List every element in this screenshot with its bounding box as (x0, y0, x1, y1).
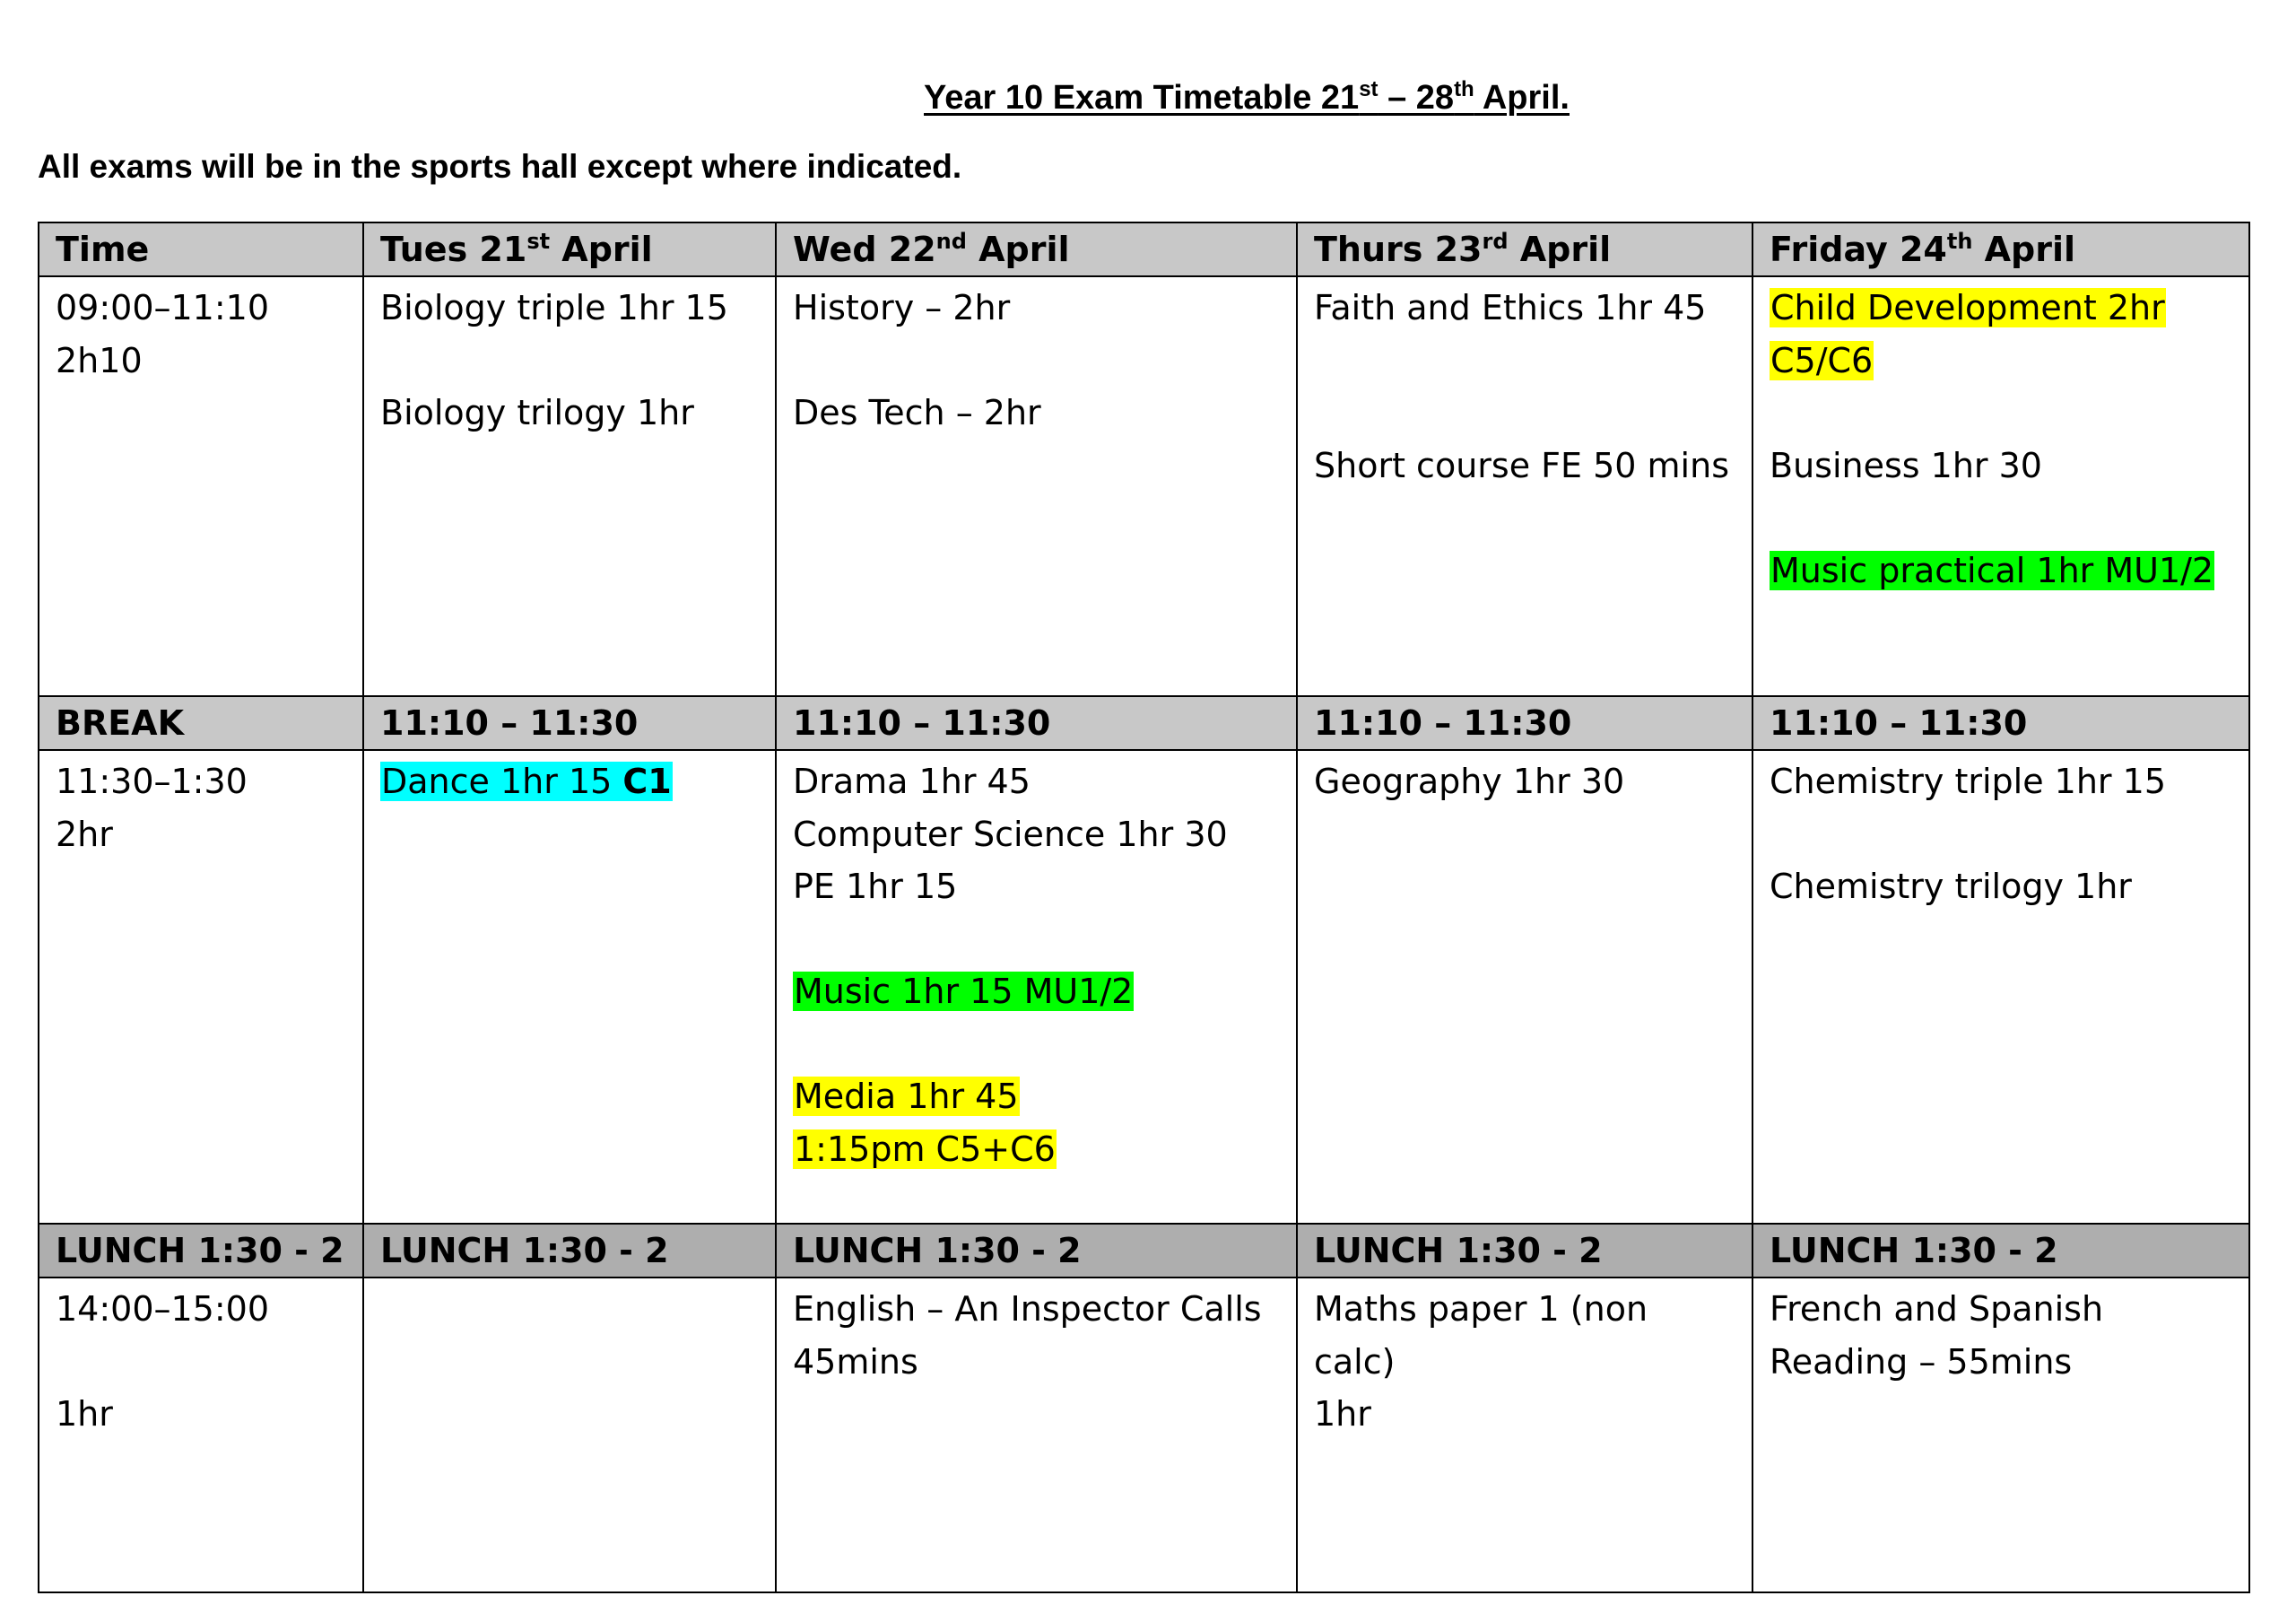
exam-entry: Faith and Ethics 1hr 45 (1314, 288, 1707, 327)
morning-session-row (39, 276, 2249, 696)
header-tuesday: Tues 21st April (363, 222, 776, 276)
midday-session-row (39, 750, 2249, 1224)
duration: 1hr (56, 1394, 113, 1434)
morning-time-cell (39, 276, 363, 696)
morning-tuesday-cell (363, 276, 776, 696)
exam-entry: Reading – 55mins (1770, 1341, 2073, 1382)
exam-entry: Business 1hr 30 (1770, 445, 2042, 485)
morning-friday-cell (1752, 276, 2249, 696)
room-label-highlighted: 1:15pm C5+C6 (794, 1129, 1056, 1169)
afternoon-tuesday-cell (363, 1278, 776, 1592)
duration: 2h10 (56, 340, 143, 380)
page-title: Year 10 Exam Timetable 21st – 28th April. (924, 77, 1570, 117)
header-time: Time (39, 222, 363, 276)
lunch-label: LUNCH 1:30 - 2 (776, 1224, 1297, 1278)
afternoon-friday-cell (1752, 1278, 2249, 1592)
exam-entry-highlighted: Child Development 2hr (1770, 288, 2165, 327)
exam-timetable (38, 222, 2250, 1593)
midday-tuesday-cell (363, 750, 776, 1224)
exam-entry: Short course FE 50 mins (1314, 445, 1729, 485)
exam-entry: History – 2hr (793, 288, 1011, 327)
break-time: 11:10 – 11:30 (776, 696, 1297, 750)
exam-entry: Geography 1hr 30 (1314, 762, 1625, 801)
lunch-label: LUNCH 1:30 - 2 (1297, 1224, 1752, 1278)
break-time: 11:10 – 11:30 (1752, 696, 2249, 750)
midday-friday-cell (1752, 750, 2249, 1224)
break-time: 11:10 – 11:30 (363, 696, 776, 750)
exam-entry: Drama 1hr 45 (793, 762, 1031, 801)
exam-entry-highlighted: Music 1hr 15 MU1/2 (794, 972, 1134, 1011)
header-thursday: Thurs 23rd April (1297, 222, 1752, 276)
morning-thursday-cell (1297, 276, 1752, 696)
midday-thursday-cell (1297, 750, 1752, 1224)
location-note: All exams will be in the sports hall except where indicated. (38, 148, 962, 185)
morning-wednesday-cell (776, 276, 1297, 696)
lunch-row (39, 1224, 2249, 1278)
lunch-label: LUNCH 1:30 - 2 (39, 1224, 363, 1278)
duration: 2hr (56, 814, 113, 854)
exam-entry: Biology triple 1hr 15 (380, 288, 728, 327)
duration: 1hr (1314, 1394, 1371, 1434)
break-label: BREAK (39, 696, 363, 750)
header-wednesday: Wed 22nd April (776, 222, 1297, 276)
afternoon-session-row (39, 1278, 2249, 1592)
exam-entry: French and Spanish (1770, 1289, 2104, 1329)
break-time: 11:10 – 11:30 (1297, 696, 1752, 750)
lunch-label: LUNCH 1:30 - 2 (363, 1224, 776, 1278)
exam-entry: Des Tech – 2hr (793, 393, 1041, 432)
exam-entry: Chemistry trilogy 1hr (1770, 867, 2132, 906)
afternoon-wednesday-cell (776, 1278, 1297, 1592)
exam-entry-highlighted: Dance 1hr 15 C1 (381, 762, 672, 801)
exam-entry-highlighted: Media 1hr 45 (794, 1077, 1019, 1116)
header-friday: Friday 24th April (1752, 222, 2249, 276)
room-label: C1 (622, 762, 672, 801)
exam-entry: PE 1hr 15 (793, 867, 958, 906)
exam-entry: Maths paper 1 (non (1314, 1289, 1648, 1329)
afternoon-thursday-cell (1297, 1278, 1752, 1592)
exam-entry: Chemistry triple 1hr 15 (1770, 762, 2166, 801)
afternoon-time-cell (39, 1278, 363, 1592)
exam-entry: English – An Inspector Calls (793, 1289, 1262, 1329)
exam-entry: Biology trilogy 1hr (380, 393, 694, 432)
header-row (39, 222, 2249, 276)
room-label-highlighted: C5/C6 (1770, 340, 1874, 380)
time-range: 11:30–1:30 (56, 762, 248, 801)
exam-entry-highlighted: Music practical 1hr MU1/2 (1770, 550, 2214, 590)
time-range: 09:00–11:10 (56, 288, 270, 327)
exam-entry: calc) (1314, 1341, 1396, 1382)
exam-entry: 45mins (793, 1341, 918, 1382)
break-row (39, 696, 2249, 750)
midday-wednesday-cell (776, 750, 1297, 1224)
midday-time-cell (39, 750, 363, 1224)
time-range: 14:00–15:00 (56, 1289, 270, 1329)
lunch-label: LUNCH 1:30 - 2 (1752, 1224, 2249, 1278)
exam-entry: Computer Science 1hr 30 (793, 814, 1228, 854)
